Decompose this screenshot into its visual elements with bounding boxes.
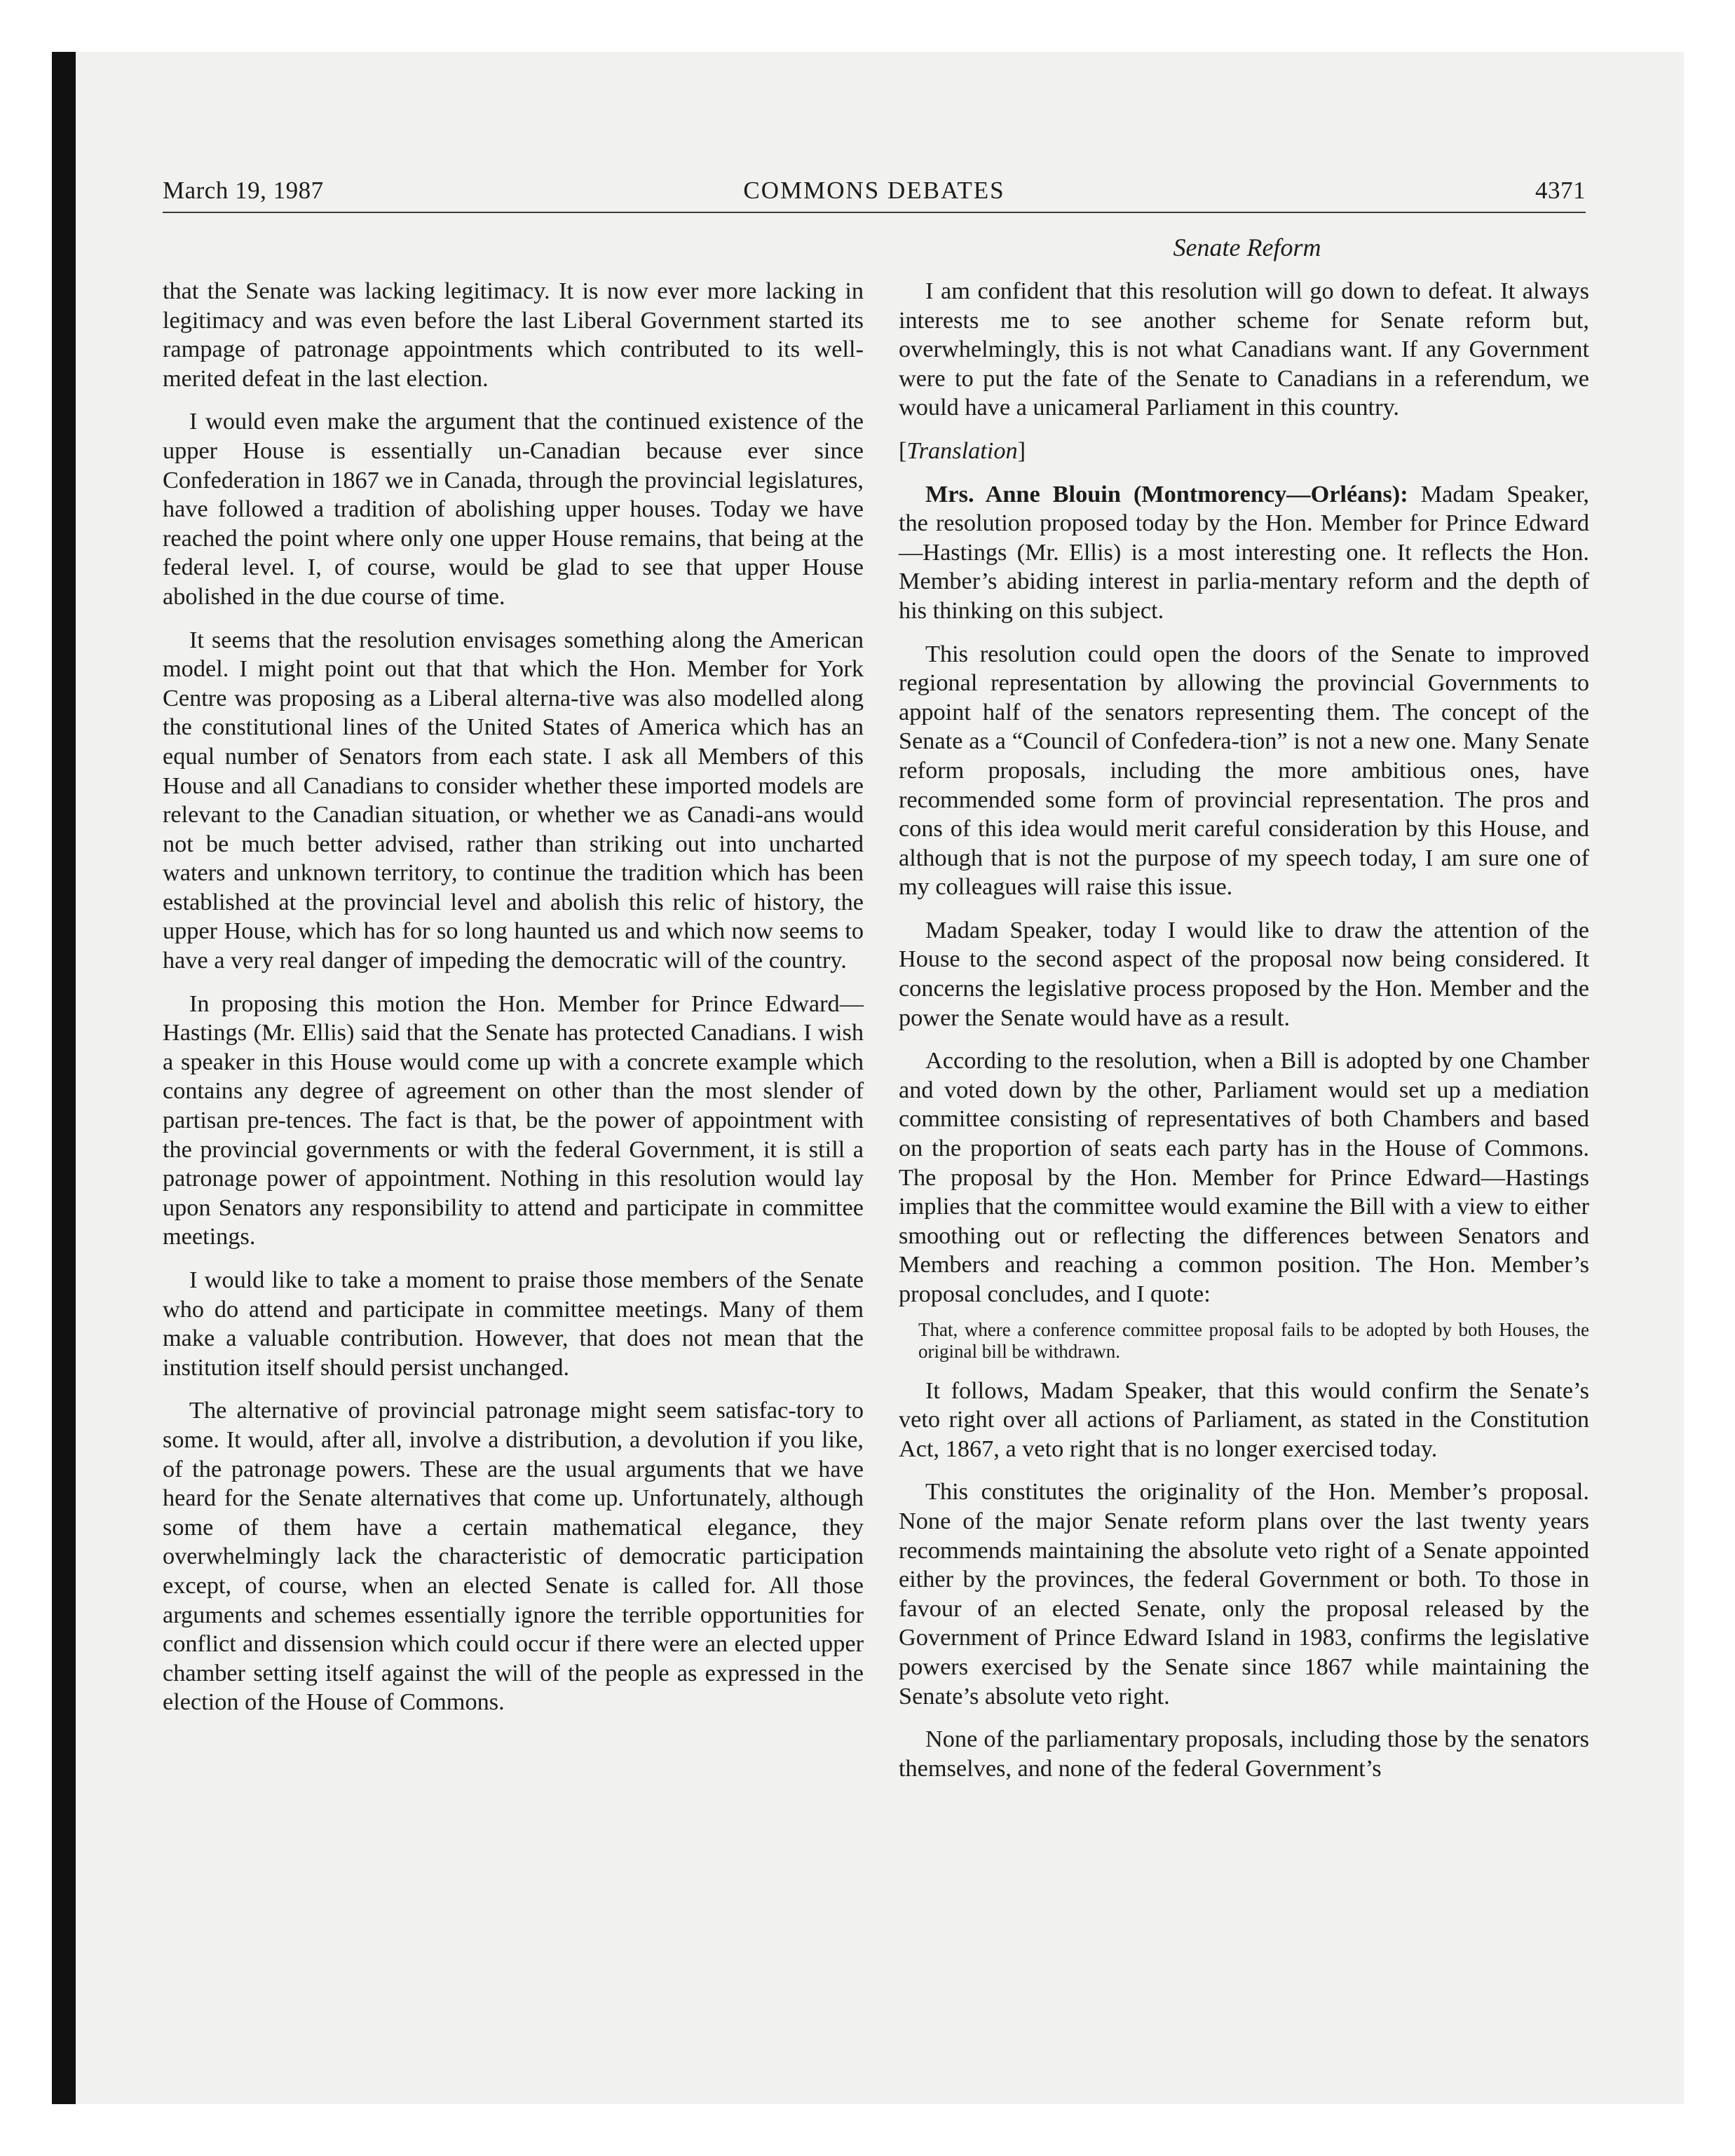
binding-edge <box>52 52 76 2104</box>
right-column <box>899 277 1589 1797</box>
paragraph: I would even make the argument that the continued existence of the upper House is essentially un-Canadian because ever since Confederation in 1867 we in Canada, through the provincial legislatures, have followed a tradition of abolishing upper houses. Today we have reached the point where only one upper House remains, that being at the federal level. I, of course, would be glad to see that upper House abolished in the due course of time. <box>163 408 864 610</box>
paragraph: According to the resolution, when a Bill is adopted by one Chamber and voted down by the other, Parliament would set up a mediation committee consisting of representatives of both Chambers and based on the proportion of seats each party has in the House of Commons. The proposal by the Hon. Member for Prince Edward—Hastings implies that the committee would examine the Bill with a view to either smoothing out or reflecting the differences between Senators and Members and reaching a common position. The Hon. Member’s proposal concludes, and I quote: <box>899 1047 1589 1307</box>
speaker-name: Mrs. Anne Blouin (Montmorency—Orléans): <box>925 480 1408 507</box>
header-title: COMMONS DEBATES <box>743 177 1005 204</box>
running-head: Senate Reform <box>1173 233 1321 261</box>
paragraph: I would like to take a moment to praise those members of the Senate who do attend and participate in committee meetings. Many of them make a valuable contribution. However, that does not mean that the institution itself should persist unchanged. <box>163 1267 864 1381</box>
paragraph: that the Senate was lacking legitimacy. It is now ever more lacking in legitimacy and was even before the last Liberal Government started its rampage of patronage appointments which contributed to its well-merited defeat in the last election. <box>163 278 864 392</box>
paragraph: In proposing this motion the Hon. Member for Prince Edward—Hastings (Mr. Ellis) said that the Senate has protected Canadians. I wish a speaker in this House would come up with a concrete example which contains any degree of agreement on other than the most slender of partisan pre-tences. The fact is that, be the power of appointment with the provincial governments or with the federal Government, it is still a patronage power of appointment. Nothing in this resolution would lay upon Senators any responsibility to attend and participate in committee meetings. <box>163 990 864 1250</box>
paragraph: The alternative of provincial patronage might seem satisfac-tory to some. It would, after all, involve a distribution, a devolution if you like, of the patronage powers. These are the usual arguments that we have heard for the Senate alternatives that come up. Unfortunately, although some of them have a certain mathematical elegance, they overwhelmingly lack the characteristic of democratic participation except, of course, when an elected Senate is called for. All those arguments and schemes essentially ignore the terrible opportunities for conflict and dissension which could occur if there were an elected upper chamber setting itself against the will of the people as expressed in the election of the House of Commons. <box>163 1397 864 1716</box>
speech-text: Madam Speaker, the resolution proposed today by the Hon. Member for Prince Edward—Hastings (Mr. Ellis) is a most interesting one. It reflects the Hon. Member’s abiding interest in parlia-mentary reform and the depth of his thinking on this subject. <box>899 480 1590 624</box>
bracket-close: ] <box>1017 437 1026 464</box>
block-quote: That, where a conference committee proposal fails to be adopted by both Houses, the original bill be withdrawn. <box>918 1318 1589 1362</box>
paragraph: None of the parliamentary proposals, including those by the senators themselves, and none of the federal Government’s <box>899 1726 1589 1782</box>
paragraph: This constitutes the originality of the Hon. Member’s proposal. None of the major Senate reform plans over the last twenty years recommends maintaining the absolute veto right of a Senate appointed either by the provinces, the federal Government or both. To those in favour of an elected Senate, only the proposal released by the Government of Prince Edward Island in 1983, confirms the legislative powers exercised by the Senate since 1867 while maintaining the Senate’s absolute veto right. <box>899 1478 1589 1710</box>
page-header <box>163 177 1586 209</box>
paragraph: This resolution could open the doors of the Senate to improved regional representation by allowing the provincial Governments to appoint half of the senators representing them. The concept of the Senate as a “Council of Confedera-tion” is not a new one. Many Senate reform proposals, including the more ambitious ones, have recommended some form of provincial representation. The pros and cons of this idea would merit careful consideration by this House, and although that is not the purpose of my speech today, I am sure one of my colleagues will raise this issue. <box>899 640 1589 901</box>
page-number: 4371 <box>1535 177 1586 204</box>
header-rule <box>163 212 1586 213</box>
paragraph: Madam Speaker, today I would like to draw the attention of the House to the second aspect of the proposal now being considered. It concerns the legislative process proposed by the Hon. Member and the power the Senate would have as a result. <box>899 916 1589 1031</box>
translation-label: Translation <box>906 437 1018 464</box>
paragraph: It follows, Madam Speaker, that this would confirm the Senate’s veto right over all actions of Parliament, as stated in the Constitution Act, 1867, a veto right that is no longer exercised today. <box>899 1377 1589 1462</box>
header-date: March 19, 1987 <box>163 177 324 204</box>
bracket-open: [ <box>899 437 907 464</box>
paragraph: I am confident that this resolution will go down to defeat. It always interests me to see another scheme for Senate reform but, overwhelmingly, this is not what Canadians want. If any Government were to put the fate of the Senate to Canadians in a referendum, we would have a unicameral Parliament in this country. <box>899 278 1589 421</box>
paragraph: It seems that the resolution envisages something along the American model. I might point out that that which the Hon. Member for York Centre was proposing as a Liberal alterna-tive was also modelled along the constitutional lines of the United States of America which has an equal number of Senators from each state. I ask all Members of this House and all Canadians to consider whether these imported models are relevant to the Canadian situation, or whether we as Canadi-ans would not be much better advised, rather than striking out into uncharted waters and unknown territory, to continue the tradition which has been established at the provincial level and abolish this relic of history, the upper House, which has for so long haunted us and which now seems to have a very real danger of impeding the democratic will of the country. <box>163 626 864 974</box>
speech-paragraph <box>899 480 1589 626</box>
left-column <box>163 277 864 1731</box>
translation-note <box>899 437 1589 466</box>
